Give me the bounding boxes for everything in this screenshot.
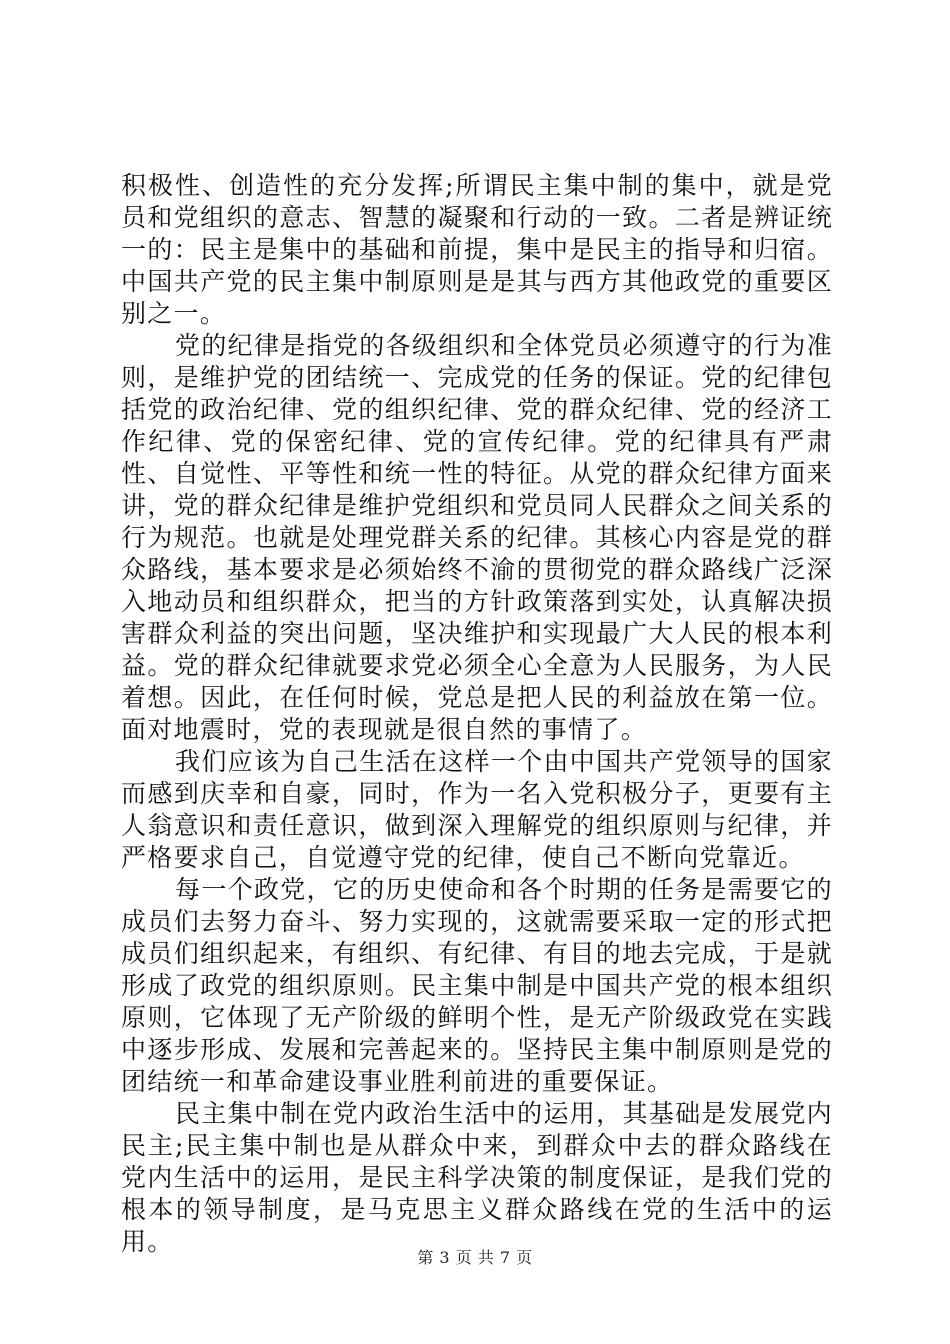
page-number-footer: 第 3 页 共 7 页 (417, 1248, 533, 1267)
paragraph-5: 民主集中制在党内政治生活中的运用，其基础是发展党内民主;民主集中制也是从群众中来，到群众中去的群众路线在党内生活中的运用，是民主科学决策的制度保证，是我们党的根本的领导制度，是马克思主义群众路线在党的生活中的运用。 (121, 1099, 833, 1256)
paragraph-2: 党的纪律是指党的各级组织和全体党员必须遵守的行为准则，是维护党的团结统一、完成党的任务的保证。党的纪律包括党的政治纪律、党的组织纪律、党的群众纪律、党的经济工作纪律、党的保密纪律、党的宣传纪律。党的纪律具有严肃性、自觉性、平等性和统一性的特征。从党的群众纪律方面来讲，党的群众纪律是维护党组织和党员同人民群众之间关系的行为规范。也就是处理党群关系的纪律。其核心内容是党的群众路线，基本要求是必须始终不渝的贯彻党的群众路线广泛深入地动员和组织群众，把当的方针政策落到实处，认真解决损害群众利益的突出问题，坚决维护和实现最广大人民的根本利益。党的群众纪律就要求党必须全心全意为人民服务，为人民着想。因此，在任何时候，党总是把人民的利益放在第一位。面对地震时，党的表现就是很自然的事情了。 (121, 331, 833, 744)
paragraph-3: 我们应该为自己生活在这样一个由中国共产党领导的国家而感到庆幸和自豪，同时，作为一名入党积极分子，更要有主人翁意识和责任意识，做到深入理解党的组织原则与纪律，并严格要求自己，自觉遵守党的纪律，使自己不断向党靠近。 (121, 747, 833, 872)
paragraph-4: 每一个政党，它的历史使命和各个时期的任务是需要它的成员们去努力奋斗、努力实现的，这就需要采取一定的形式把成员们组织起来，有组织、有纪律、有目的地去完成，于是就形成了政党的组织原则。民主集中制是中国共产党的根本组织原则，它体现了无产阶级的鲜明个性，是无产阶级政党在实践中逐步形成、发展和完善起来的。坚持民主集中制原则是党的团结统一和革命建设事业胜利前进的重要保证。 (121, 875, 833, 1096)
document-body (121, 170, 833, 1258)
paragraph-1: 积极性、创造性的充分发挥;所谓民主集中制的集中，就是党员和党组织的意志、智慧的凝聚和行动的一致。二者是辨证统一的：民主是集中的基础和前提，集中是民主的指导和归宿。中国共产党的民主集中制原则是是其与西方其他政党的重要区别之一。 (121, 171, 833, 328)
